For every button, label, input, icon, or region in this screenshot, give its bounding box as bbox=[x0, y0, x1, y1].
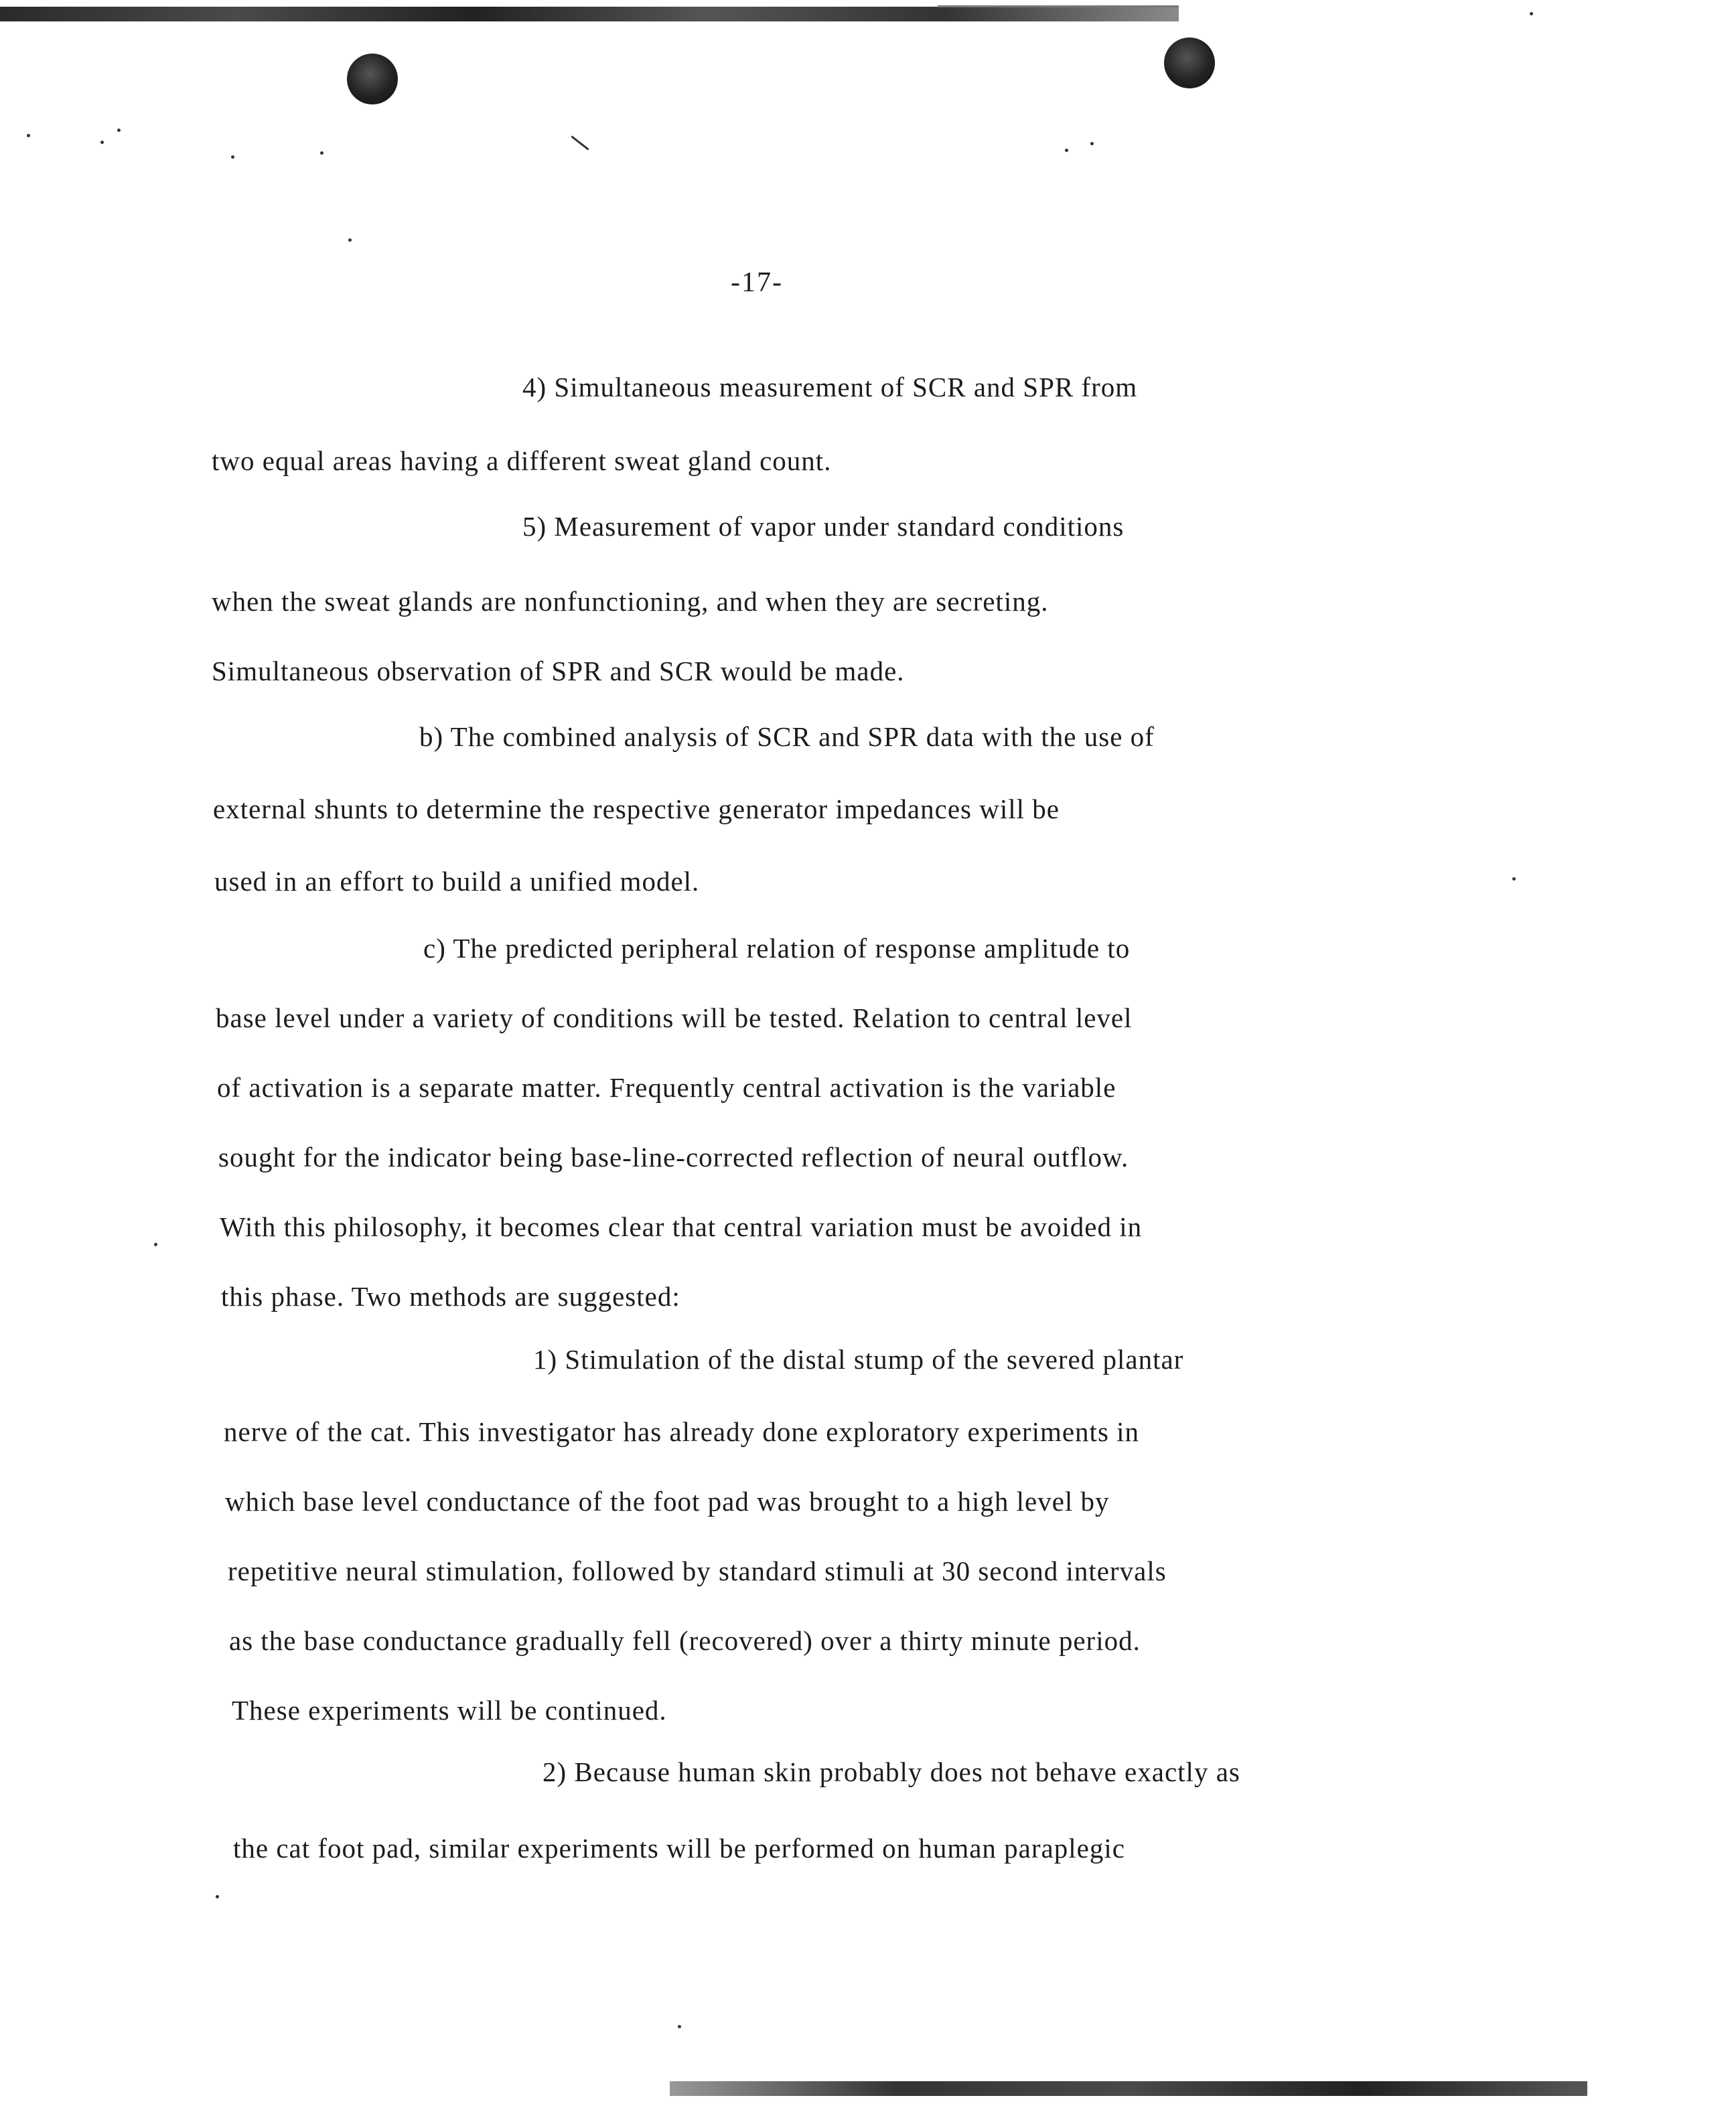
text-line: when the sweat glands are nonfunctioning, and when they are secreting. bbox=[212, 586, 1049, 617]
text-line: c) The predicted peripheral relation of response amplitude to bbox=[423, 933, 1131, 964]
text-line: With this philosophy, it becomes clear that central variation must be avoided in bbox=[220, 1211, 1143, 1242]
scan-speck bbox=[231, 155, 234, 159]
text-line: sought for the indicator being base-line-corrected reflection of neural outflow. bbox=[218, 1142, 1129, 1173]
scan-speck bbox=[100, 141, 104, 144]
text-line: two equal areas having a different sweat gland count. bbox=[212, 445, 832, 476]
scan-speck bbox=[154, 1243, 157, 1246]
scan-speck bbox=[1065, 149, 1068, 152]
text-line: the cat foot pad, similar experiments will be performed on human paraplegic bbox=[233, 1833, 1125, 1864]
scan-edge-top bbox=[0, 7, 1179, 21]
text-line: used in an effort to build a unified model. bbox=[214, 866, 700, 897]
text-line: base level under a variety of conditions will be tested. Relation to central level bbox=[216, 1002, 1133, 1033]
text-line: repetitive neural stimulation, followed by standard stimuli at 30 second intervals bbox=[228, 1556, 1167, 1586]
text-line: nerve of the cat. This investigator has already done exploratory experiments in bbox=[224, 1416, 1140, 1447]
text-line: These experiments will be continued. bbox=[232, 1695, 667, 1726]
text-line: which base level conductance of the foot pad was brought to a high level by bbox=[225, 1486, 1110, 1517]
scan-speck bbox=[678, 2025, 681, 2028]
scan-edge-top-thin bbox=[938, 5, 1179, 7]
scan-speck bbox=[1090, 142, 1094, 145]
scan-speck bbox=[348, 238, 352, 242]
punch-hole-left bbox=[347, 54, 398, 104]
scan-speck bbox=[27, 134, 30, 137]
scan-speck bbox=[320, 151, 323, 155]
text-line: 4) Simultaneous measurement of SCR and SPR from bbox=[522, 372, 1138, 402]
page-number: -17- bbox=[731, 267, 783, 298]
punch-hole-right bbox=[1164, 37, 1215, 88]
text-line: 5) Measurement of vapor under standard conditions bbox=[522, 511, 1125, 542]
text-line: Simultaneous observation of SPR and SCR would be made. bbox=[212, 656, 905, 686]
text-line: 2) Because human skin probably does not behave exactly as bbox=[542, 1756, 1240, 1787]
scan-speck bbox=[117, 129, 121, 132]
scan-edge-bottom bbox=[670, 2081, 1587, 2096]
scan-stroke bbox=[571, 135, 589, 150]
text-line: b) The combined analysis of SCR and SPR data with the use of bbox=[419, 721, 1155, 752]
text-line: external shunts to determine the respective generator impedances will be bbox=[213, 794, 1060, 824]
scan-speck bbox=[216, 1895, 219, 1898]
text-line: as the base conductance gradually fell (recovered) over a thirty minute period. bbox=[229, 1625, 1141, 1656]
text-line: this phase. Two methods are suggested: bbox=[221, 1281, 680, 1312]
scan-speck bbox=[1530, 12, 1533, 15]
text-line: 1) Stimulation of the distal stump of the severed plantar bbox=[533, 1344, 1184, 1375]
text-line: of activation is a separate matter. Frequently central activation is the variable bbox=[217, 1072, 1116, 1103]
scan-speck bbox=[1512, 877, 1516, 881]
